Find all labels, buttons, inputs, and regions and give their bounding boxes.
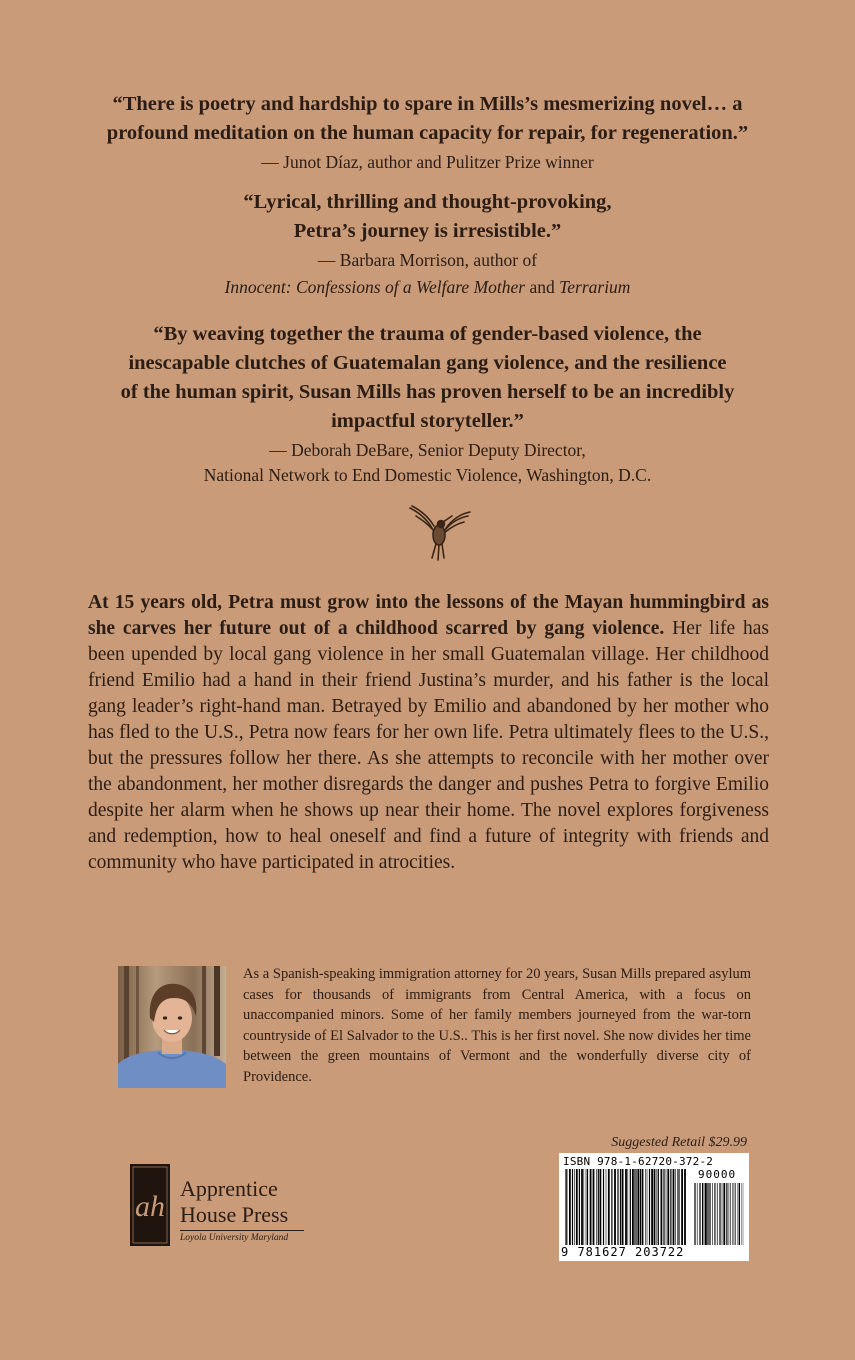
barcode-bar bbox=[647, 1169, 648, 1245]
barcode-bar bbox=[697, 1183, 698, 1245]
barcode-bar bbox=[617, 1169, 618, 1245]
quote-text: “By weaving together the trauma of gender-based violence, the inescapable clutches of Guatemalan gang violence, and the resilience of the human spirit, Susan Mills has proven herself to be an incredibly impactful storyteller.” bbox=[120, 323, 735, 432]
barcode-bar bbox=[634, 1169, 635, 1245]
barcode-bar bbox=[584, 1169, 585, 1245]
barcode-bar bbox=[733, 1183, 734, 1245]
ean-barcode-bars bbox=[565, 1169, 687, 1245]
barcode-bar bbox=[681, 1169, 683, 1245]
barcode-bar bbox=[705, 1183, 707, 1245]
quote-junot-diaz bbox=[60, 90, 795, 175]
barcode-bar bbox=[587, 1169, 588, 1245]
barcode-bar bbox=[590, 1169, 592, 1245]
barcode-bar bbox=[678, 1169, 679, 1245]
barcode-bar bbox=[699, 1183, 700, 1245]
barcode-bar bbox=[649, 1169, 650, 1245]
barcode-bar bbox=[695, 1183, 696, 1245]
barcode-bar bbox=[734, 1183, 735, 1245]
barcode-bar bbox=[729, 1183, 730, 1245]
publisher-name: Apprentice House Press bbox=[180, 1176, 289, 1227]
barcode-bar bbox=[608, 1169, 610, 1245]
barcode-bar bbox=[673, 1169, 675, 1245]
barcode-bar bbox=[726, 1183, 727, 1245]
barcode-bar bbox=[636, 1169, 637, 1245]
barcode-bar bbox=[642, 1169, 644, 1245]
book-monogram-icon bbox=[128, 1162, 172, 1248]
barcode-bar bbox=[632, 1169, 634, 1245]
barcode-bar bbox=[596, 1169, 597, 1245]
barcode-bar bbox=[606, 1169, 607, 1245]
barcode-bar bbox=[670, 1169, 671, 1245]
barcode-bar bbox=[742, 1183, 743, 1245]
barcode-bar bbox=[637, 1169, 639, 1245]
barcode-bar bbox=[581, 1169, 583, 1245]
barcode-bar bbox=[700, 1183, 701, 1245]
barcode-bar bbox=[702, 1183, 703, 1245]
publisher-monogram: ah bbox=[135, 1190, 165, 1223]
author-photo bbox=[118, 966, 226, 1088]
barcode-bar bbox=[716, 1183, 717, 1245]
barcode-bar bbox=[661, 1169, 663, 1245]
barcode-bar bbox=[574, 1169, 575, 1245]
barcode-bar bbox=[654, 1169, 656, 1245]
barcode-bar bbox=[586, 1169, 587, 1245]
quote-deborah-debare bbox=[60, 320, 795, 488]
barcode-bar bbox=[667, 1169, 669, 1245]
author-bio: As a Spanish-speaking immigration attorney for 20 years, Susan Mills prepared asylum cases for thousands of immigrants from Central America, with a focus on unaccompanied minors. Some of her family members journeyed from the war-torn countryside of El Salvador to the U.S.. This is her first novel. She now divides her time between the green mountains of Vermont and the wonderfully diverse city of Providence. bbox=[243, 966, 751, 1085]
quote-attribution: — Barbara Morrison, author of bbox=[317, 250, 538, 270]
quote-barbara-morrison bbox=[60, 188, 795, 300]
barcode-bar bbox=[611, 1169, 612, 1245]
isbn-barcode bbox=[559, 1153, 749, 1261]
barcode-bar bbox=[663, 1169, 664, 1245]
barcode-bar bbox=[600, 1169, 602, 1245]
barcode-bar bbox=[620, 1169, 621, 1245]
barcode-bar bbox=[717, 1183, 718, 1245]
barcode-bar bbox=[566, 1169, 567, 1245]
barcode-bar bbox=[579, 1169, 580, 1245]
barcode-bar bbox=[707, 1183, 708, 1245]
barcode-bar bbox=[651, 1169, 653, 1245]
ean-digits: 9 781627 203722 bbox=[561, 1245, 685, 1259]
barcode-bar bbox=[677, 1169, 678, 1245]
barcode-bar bbox=[572, 1169, 573, 1245]
isbn-label: ISBN 978-1-62720-372-2 bbox=[563, 1155, 714, 1168]
barcode-bar bbox=[735, 1183, 736, 1245]
barcode-bar bbox=[603, 1169, 604, 1245]
quote-text: “Lyrical, thrilling and thought-provoking, Petra’s journey is irresistible.” bbox=[243, 191, 612, 242]
publisher-logo bbox=[128, 1162, 318, 1252]
description-text: Her life has been upended by local gang violence in her small Guatemalan village. Her childhood friend Emilio had a hand in their friend Justina’s murder, and his father is the local gang leader’s right-hand man. Betrayed by Emilio and abandoned by her mother who has fled to the U.S., Petra now fears for her own life. Petra ultimately flees to the U.S., but the pressures follow her there. As she attempts to reconcile with her mother over the abandonment, her mother disregards the danger and pushes Petra to forgive Emilio despite her alarm when he shows up near their home. The novel explores forgiveness and redemption, how to heal oneself and find a future of integrity with friends and community who have participated in atrocities. bbox=[88, 618, 769, 873]
barcode-bar bbox=[658, 1169, 659, 1245]
description-lead: At 15 years old, Petra must grow into the lessons of the Mayan hummingbird as she carves her future out of a childhood scarred by gang violence. bbox=[88, 592, 769, 639]
barcode-bar bbox=[684, 1169, 686, 1245]
barcode-bar bbox=[666, 1169, 667, 1245]
barcode-addon-digits: 90000 bbox=[698, 1168, 737, 1181]
barcode-bar bbox=[694, 1183, 695, 1245]
barcode-bar bbox=[675, 1169, 676, 1245]
barcode-bar bbox=[645, 1169, 646, 1245]
barcode-bar bbox=[714, 1183, 715, 1245]
barcode-bar bbox=[709, 1183, 710, 1245]
barcode-bar bbox=[622, 1169, 624, 1245]
barcode-bar bbox=[723, 1183, 725, 1245]
barcode-bar bbox=[730, 1183, 731, 1245]
publisher-subtitle: Loyola University Maryland bbox=[180, 1233, 289, 1243]
barcode-bar bbox=[598, 1169, 599, 1245]
barcode-bar bbox=[565, 1169, 566, 1245]
publisher-rule bbox=[180, 1230, 304, 1231]
barcode-bar bbox=[569, 1169, 571, 1245]
barcode-bar bbox=[738, 1183, 739, 1245]
barcode-bar bbox=[614, 1169, 616, 1245]
barcode-bar bbox=[722, 1183, 723, 1245]
barcode-bar bbox=[739, 1183, 740, 1245]
barcode-bar bbox=[630, 1169, 631, 1245]
barcode-bar bbox=[719, 1183, 720, 1245]
barcode-bar bbox=[657, 1169, 658, 1245]
barcode-bar bbox=[628, 1169, 629, 1245]
quote-text: “There is poetry and hardship to spare in Mills’s mesmerizing novel… a profound meditation on the human capacity for repair, for regeneration.” bbox=[106, 93, 749, 144]
quote-attribution: — Deborah DeBare, Senior Deputy Director, National Network to End Domestic Violence, Washington, D.C. bbox=[203, 440, 652, 485]
quote-author-works: Innocent: Confessions of a Welfare Mother and Terrarium bbox=[224, 277, 631, 297]
barcode-bar bbox=[576, 1169, 578, 1245]
barcode-bar bbox=[625, 1169, 627, 1245]
addon-barcode-bars bbox=[694, 1183, 744, 1245]
hummingbird-icon bbox=[408, 502, 472, 562]
barcode-bar bbox=[593, 1169, 595, 1245]
suggested-retail-price: Suggested Retail $29.99 bbox=[611, 1135, 747, 1150]
quote-attribution: — Junot Díaz, author and Pulitzer Prize winner bbox=[261, 152, 594, 172]
barcode-bar bbox=[710, 1183, 711, 1245]
barcode-bar bbox=[712, 1183, 713, 1245]
barcode-bar bbox=[618, 1169, 619, 1245]
barcode-bar bbox=[640, 1169, 641, 1245]
book-description bbox=[88, 590, 769, 876]
barcode-bar bbox=[704, 1183, 705, 1245]
